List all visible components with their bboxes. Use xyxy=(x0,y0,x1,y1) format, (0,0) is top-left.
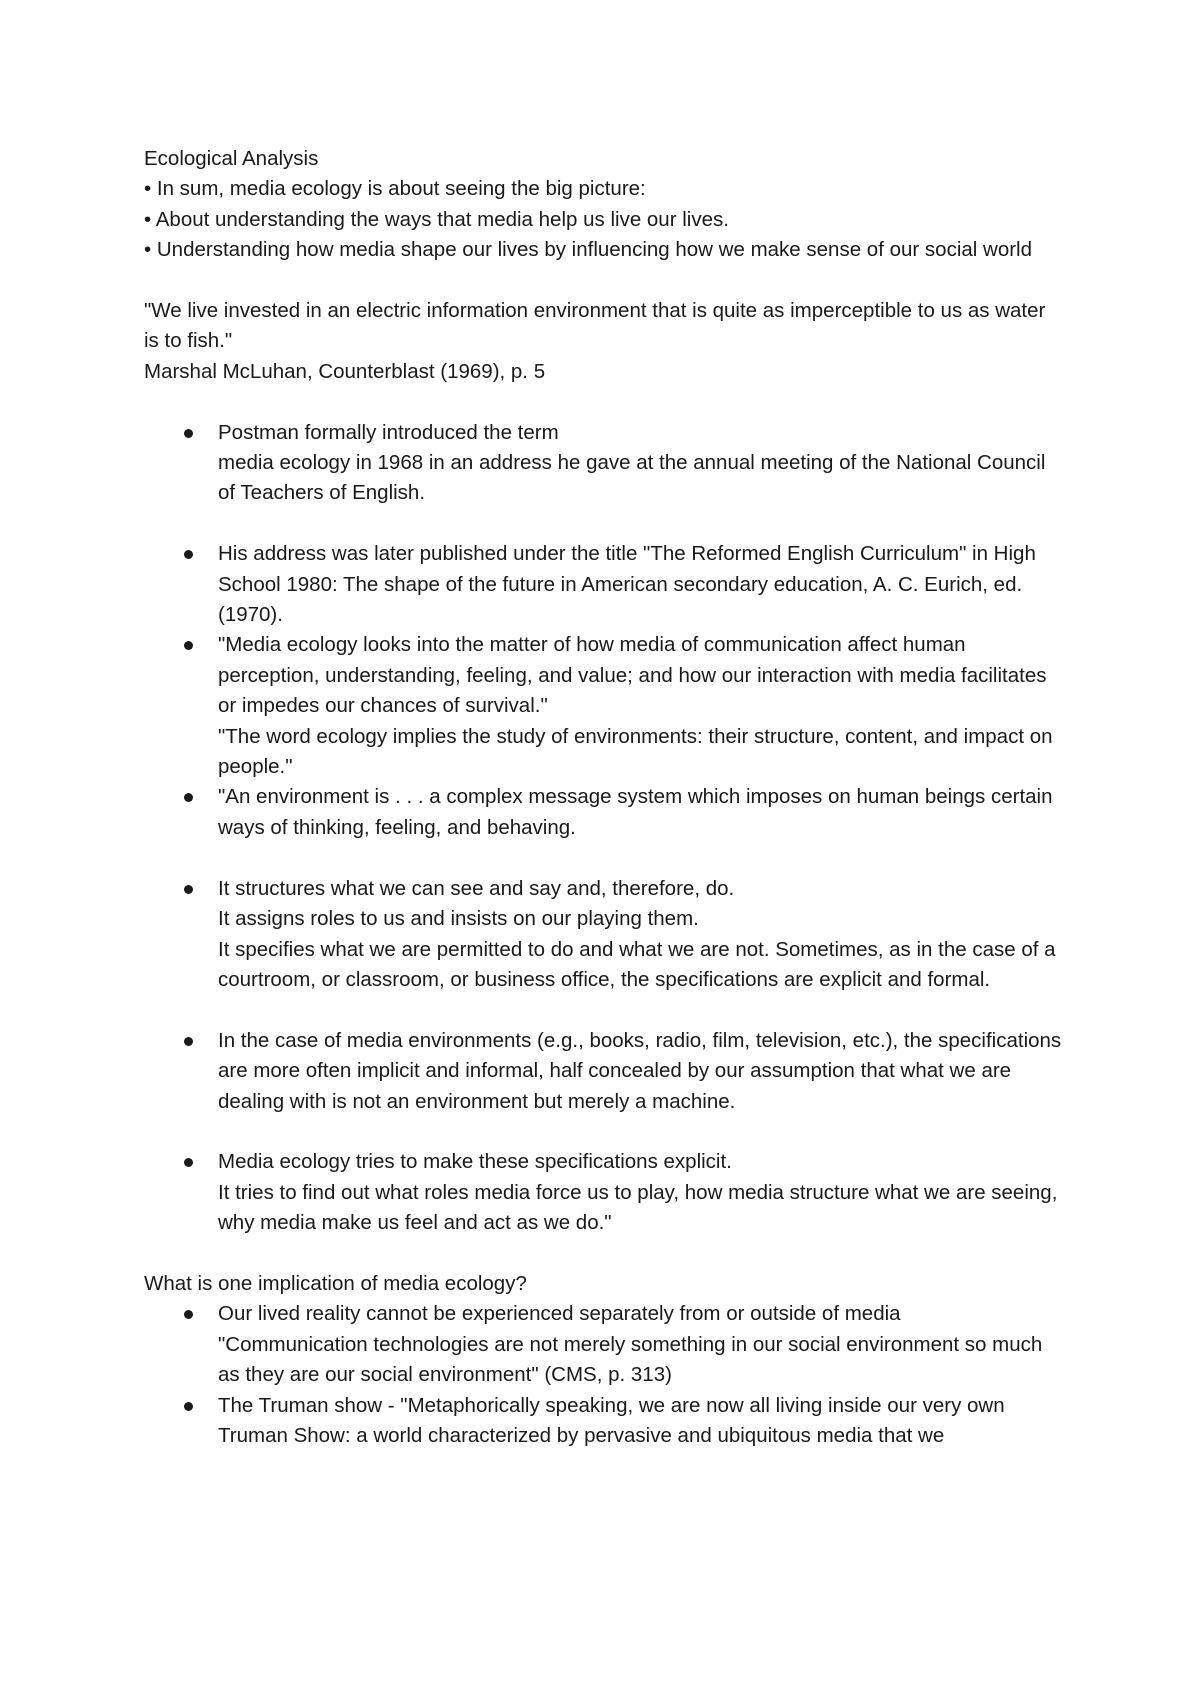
list-item xyxy=(144,539,1064,630)
list-item xyxy=(144,874,1064,996)
implication-question: What is one implication of media ecology? xyxy=(144,1271,527,1295)
bullet-icon xyxy=(184,1310,193,1319)
list-item-text: It assigns roles to us and insists on our playing them. xyxy=(218,907,699,931)
list-item xyxy=(144,418,1064,509)
document-page xyxy=(144,144,1064,1451)
list-item-text: Postman formally introduced the term xyxy=(218,420,559,444)
spacer xyxy=(144,509,1064,539)
intro-line: • About understanding the ways that media help us live our lives. xyxy=(144,207,729,231)
spacer xyxy=(144,1117,1064,1147)
list-item xyxy=(144,782,1064,843)
bullet-icon xyxy=(184,641,193,650)
heading: Ecological Analysis xyxy=(144,147,319,170)
list-item-text: It structures what we can see and say and, therefore, do. xyxy=(218,876,735,900)
intro-line: • In sum, media ecology is about seeing the big picture: xyxy=(144,177,646,201)
bullet-icon xyxy=(184,1402,193,1411)
list-item-text: "The word ecology implies the study of environments: their structure, content, and impact on people." xyxy=(218,724,1053,779)
quote-source: Marshal McLuhan, Counterblast (1969), p. 5 xyxy=(144,359,546,383)
list-item-text: In the case of media environments (e.g., books, radio, film, television, etc.), the specifications are more often implicit and informal, half concealed by our assumption that what we are dealing with is not an environment but merely a machine. xyxy=(218,1028,1062,1113)
spacer xyxy=(144,387,1064,417)
list-item-text: Our lived reality cannot be experienced separately from or outside of media xyxy=(218,1302,901,1326)
bullet-icon xyxy=(184,1158,193,1167)
list-item xyxy=(144,1391,1064,1452)
list-item-text: Media ecology tries to make these specifications explicit. xyxy=(218,1150,732,1174)
spacer xyxy=(144,843,1064,873)
list-item xyxy=(144,1147,1064,1238)
spacer xyxy=(144,1239,1064,1269)
list-item-text: "Media ecology looks into the matter of how media of communication affect human perception, understanding, feeling, and value; and how our interaction with media facilitates or impedes our chances of survival." xyxy=(218,633,1047,718)
implication-bullet-list xyxy=(144,1299,1064,1451)
main-bullet-list xyxy=(144,418,1064,1239)
list-item-text: His address was later published under the title "The Reformed English Curriculum" in High School 1980: The shape of the future in American secondary education, A. C. Eurich, ed. (1970). xyxy=(218,542,1036,627)
list-item-text: It specifies what we are permitted to do and what we are not. Sometimes, as in the case of a courtroom, or classroom, or business office, the specifications are explicit and formal. xyxy=(218,937,1056,991)
list-item-text: media ecology in 1968 in an address he gave at the annual meeting of the National Council of Teachers of English. xyxy=(218,451,1046,505)
intro-line: • Understanding how media shape our lives by influencing how we make sense of our social world xyxy=(144,238,1033,262)
bullet-icon xyxy=(184,885,193,894)
bullet-icon xyxy=(184,429,193,438)
bullet-icon xyxy=(184,1037,193,1046)
mcluhan-quote: "We live invested in an electric information environment that is quite as imperceptible to us as water is to fish." xyxy=(144,299,1046,353)
list-item-text: It tries to find out what roles media force us to play, how media structure what we are seeing, why media make us feel and act as we do." xyxy=(218,1180,1058,1235)
bullet-icon xyxy=(184,550,193,559)
spacer xyxy=(144,995,1064,1025)
spacer xyxy=(144,266,1064,296)
list-item-text: The Truman show - "Metaphorically speaking, we are now all living inside our very own Truman Show: a world characterized by pervasive and ubiquitous media that we xyxy=(218,1393,1005,1447)
list-item-text: "An environment is . . . a complex message system which imposes on human beings certain ways of thinking, feeling, and behaving. xyxy=(218,785,1053,839)
list-item xyxy=(144,1299,1064,1390)
list-item xyxy=(144,630,1064,782)
list-item xyxy=(144,1026,1064,1117)
bullet-icon xyxy=(184,793,193,802)
list-item-text: "Communication technologies are not merely something in our social environment so much as they are our social environment" (CMS, p. 313) xyxy=(218,1332,1043,1387)
